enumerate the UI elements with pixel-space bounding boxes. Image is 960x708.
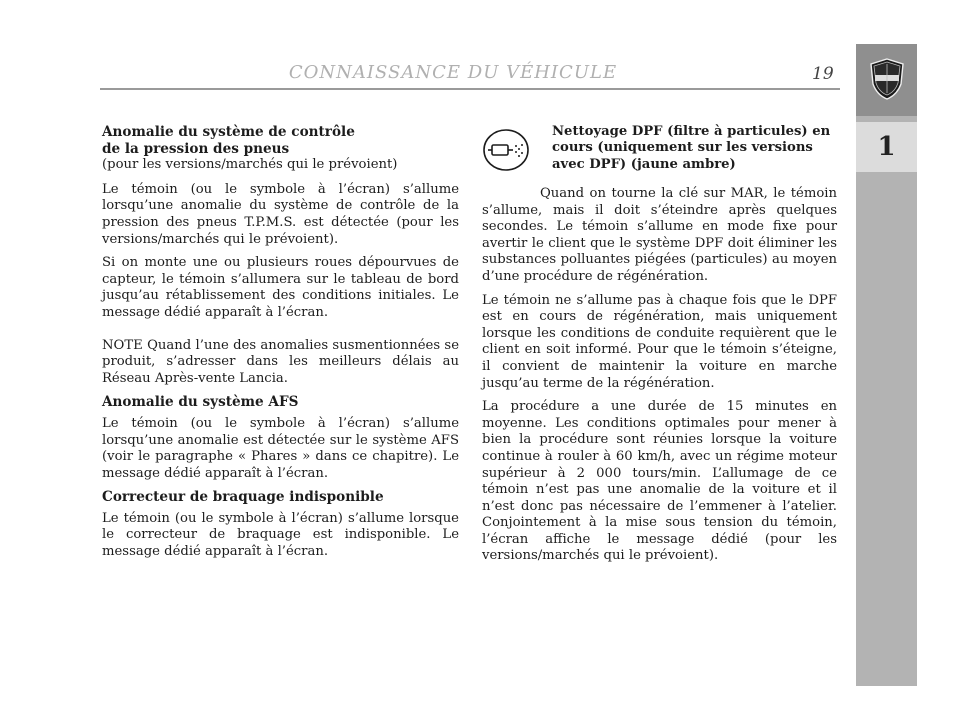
paragraph: Le témoin (ou le symbole à l’écran) s’allume lorsqu’une anomalie du système de contrôle de la pression des pneus T.P.M.S. est détectée (pour les versions/marchés qui le prévoient). (102, 181, 459, 247)
dpf-filter-icon (482, 128, 530, 172)
header-title: CONNAISSANCE DU VÉHICULE (288, 62, 618, 83)
section-title-afs: Anomalie du système AFS (102, 394, 299, 411)
paragraph: Si on monte une ou plusieurs roues dépourvues de capteur, le témoin s’allumera sur le tableau de bord jusqu’au rétablissement des conditions initiales. Le message dédié apparaît à l’écran. (102, 255, 459, 320)
lancia-logo-icon (869, 58, 905, 100)
section-title-dpf: Nettoyage DPF (filtre à particules) en cours (uniquement sur les versions avec DPF) (jaune ambre) (552, 124, 831, 172)
section-title-steering: Correcteur de braquage indisponible (102, 489, 384, 506)
left-column (102, 124, 459, 568)
section-subtitle: (pour les versions/marchés qui le prévoient) (102, 157, 398, 173)
chapter-number: 1 (856, 122, 917, 172)
chapter-sidebar (856, 44, 917, 686)
header-rule (100, 88, 840, 90)
logo-box (856, 44, 917, 116)
paragraph: Le témoin (ou le symbole à l’écran) s’allume lorsque le correcteur de braquage est indisponible. Le message dédié apparaît à l’écran. (102, 510, 459, 560)
page-number: 19 (812, 64, 834, 84)
note-paragraph: NOTE Quand l’une des anomalies susmentionnées se produit, s’adresser dans les meilleurs délais au Réseau Après-vente Lancia. (102, 337, 459, 386)
dpf-heading-block (482, 124, 837, 184)
paragraph: Quand on tourne la clé sur MAR, le témoin s’allume, mais il doit s’éteindre après quelques secondes. Le témoin s’allume en mode fixe pour avertir le client que le système DPF doit éliminer les substances polluantes piégées (particules) au moyen d’une procédure de régénération. (482, 186, 837, 284)
section-title-line: Anomalie du système de contrôle (102, 124, 355, 140)
paragraph: La procédure a une durée de 15 minutes en moyenne. Les conditions optimales pour mener à bien la procédure sont réunies lorsque la voiture continue à rouler à 60 km/h, avec un régime moteur supérieur à 2 000 tours/min. L’allumage de ce témoin n’est pas une anomalie de la voiture et il n’est donc pas nécessaire de l’emmener à l’atelier. Conjointement à la mise sous tension du témoin, l’écran affiche le message dédié (pour les versions/marchés qui le prévoient). (482, 399, 837, 564)
paragraph: Le témoin ne s’allume pas à chaque fois que le DPF est en cours de régénération, mais uniquement lorsque les conditions de conduite requièrent que le client en soit informé. Pour que le témoin s’éteigne, il convient de maintenir la voiture en marche jusqu’au terme de la régénération. (482, 292, 837, 391)
right-column (482, 124, 837, 572)
section-title-tpms (102, 124, 459, 157)
paragraph: Le témoin (ou le symbole à l’écran) s’allume lorsqu’une anomalie est détectée sur le système AFS (voir le paragraphe « Phares » dans ce chapitre). Le message dédié apparaît à l’écran. (102, 415, 459, 481)
section-title-line: de la pression des pneus (102, 140, 290, 157)
